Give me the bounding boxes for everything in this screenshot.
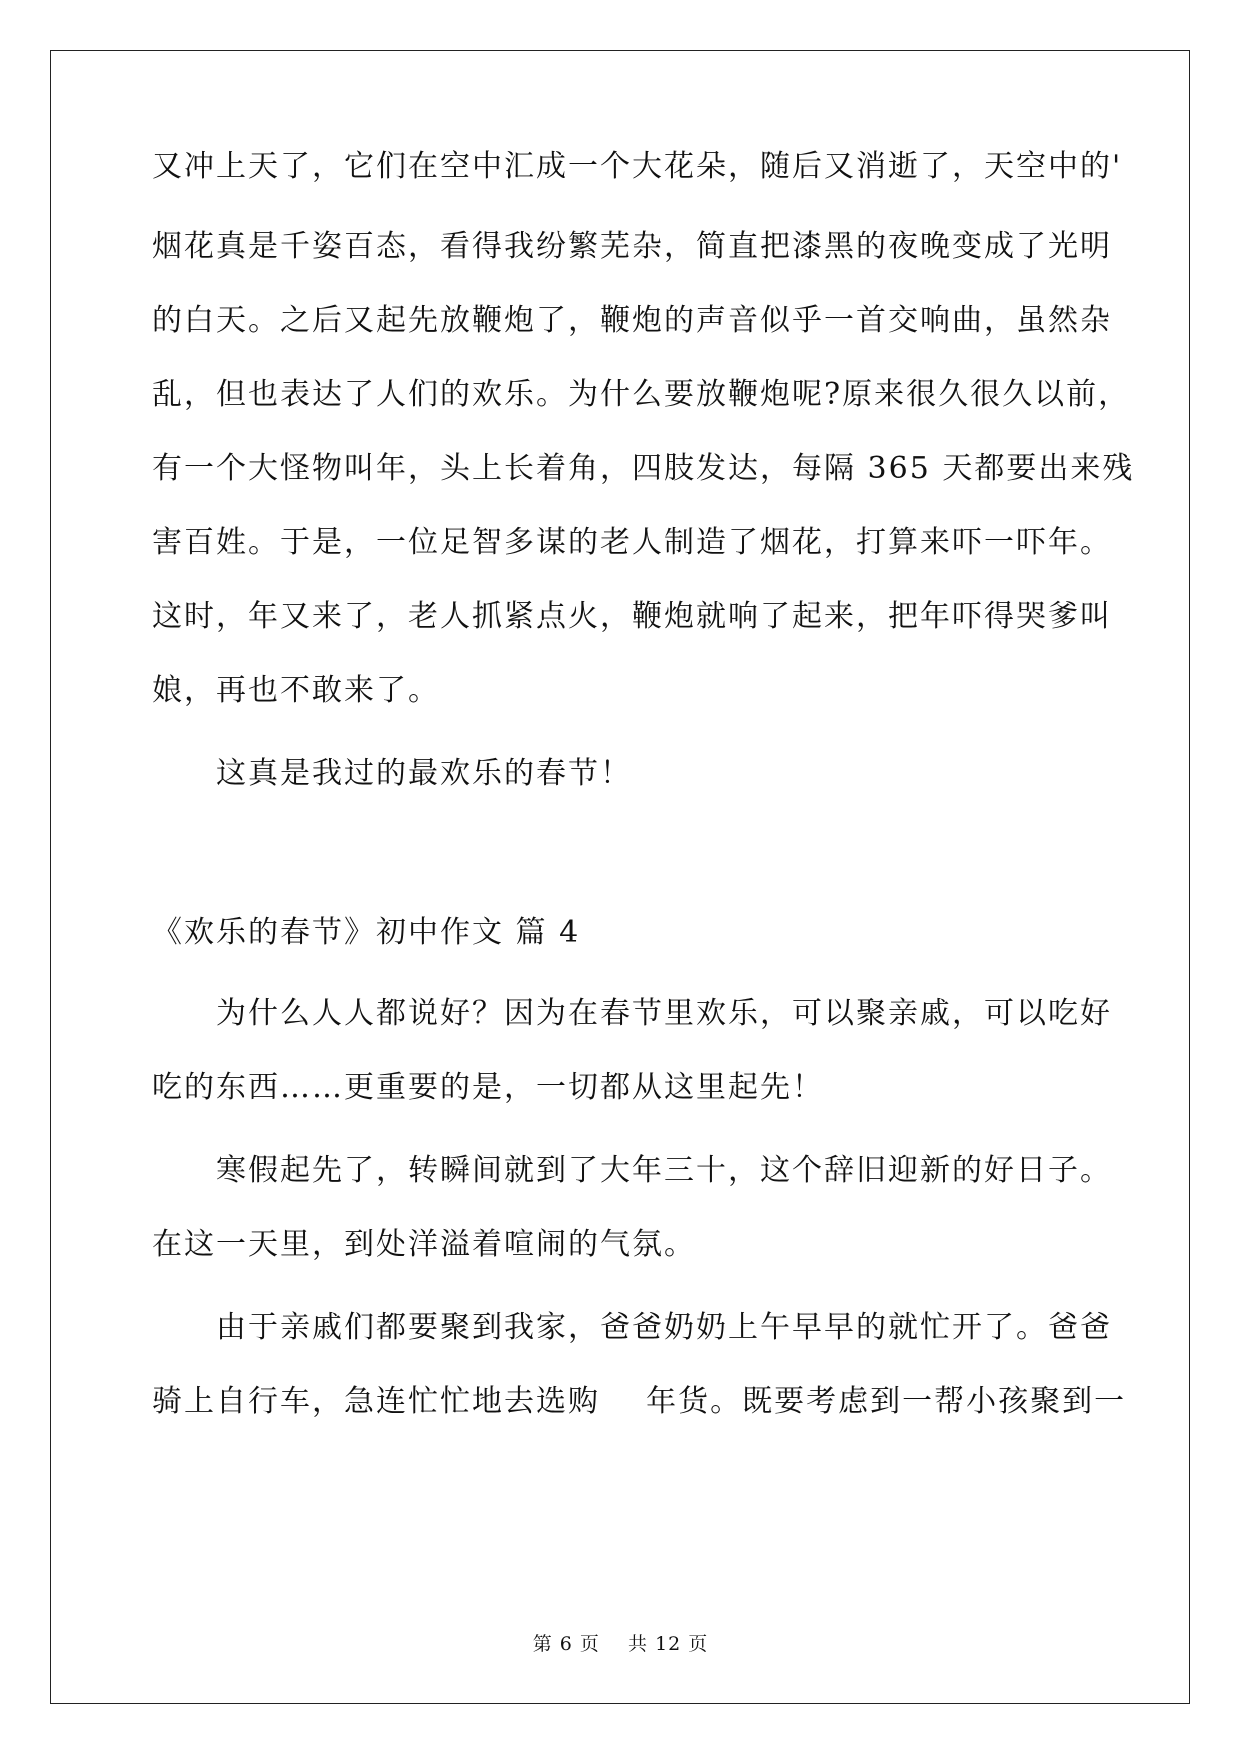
paragraph-line: 由于亲戚们都要聚到我家，爸爸奶奶上午早早的就忙开了。爸爸 [216, 1310, 1112, 1345]
paragraph-line: 乱，但也表达了人们的欢乐。为什么要放鞭炮呢?原来很久很久以前， [152, 377, 1131, 412]
paragraph-line: 在这一天里，到处洋溢着喧闹的气氛。 [152, 1227, 696, 1262]
paragraph-line: 寒假起先了，转瞬间就到了大年三十，这个辞旧迎新的好日子。 [216, 1153, 1112, 1188]
paragraph-line: 吃的东西……更重要的是，一切都从这里起先！ [152, 1070, 824, 1105]
page-number: 第 6 页 共 12 页 [532, 1633, 709, 1655]
paragraph-line: 娘，再也不敢来了。 [152, 673, 440, 708]
paragraph-line: 为什么人人都说好？因为在春节里欢乐，可以聚亲戚，可以吃好 [216, 996, 1112, 1031]
paragraph-line: 骑上自行车，急连忙忙地去选购 年货。既要考虑到一帮小孩聚到一 [152, 1384, 1127, 1419]
paragraph-line: 又冲上天了，它们在空中汇成一个大花朵，随后又消逝了，天空中的' [152, 149, 1123, 184]
section-title: 《欢乐的春节》初中作文 篇 4 [152, 915, 581, 950]
paragraph-line: 这真是我过的最欢乐的春节！ [216, 756, 632, 791]
paragraph-line: 有一个大怪物叫年，头上长着角，四肢发达，每隔 365 天都要出来残 [152, 451, 1135, 486]
paragraph-line: 害百姓。于是，一位足智多谋的老人制造了烟花，打算来吓一吓年。 [152, 525, 1112, 560]
paragraph-line: 这时，年又来了，老人抓紧点火，鞭炮就响了起来，把年吓得哭爹叫 [152, 599, 1112, 634]
page-border [50, 50, 1190, 1704]
paragraph-line: 烟花真是千姿百态，看得我纷繁芜杂，简直把漆黑的夜晚变成了光明 [152, 229, 1112, 264]
paragraph-line: 的白天。之后又起先放鞭炮了，鞭炮的声音似乎一首交响曲，虽然杂 [152, 303, 1112, 338]
